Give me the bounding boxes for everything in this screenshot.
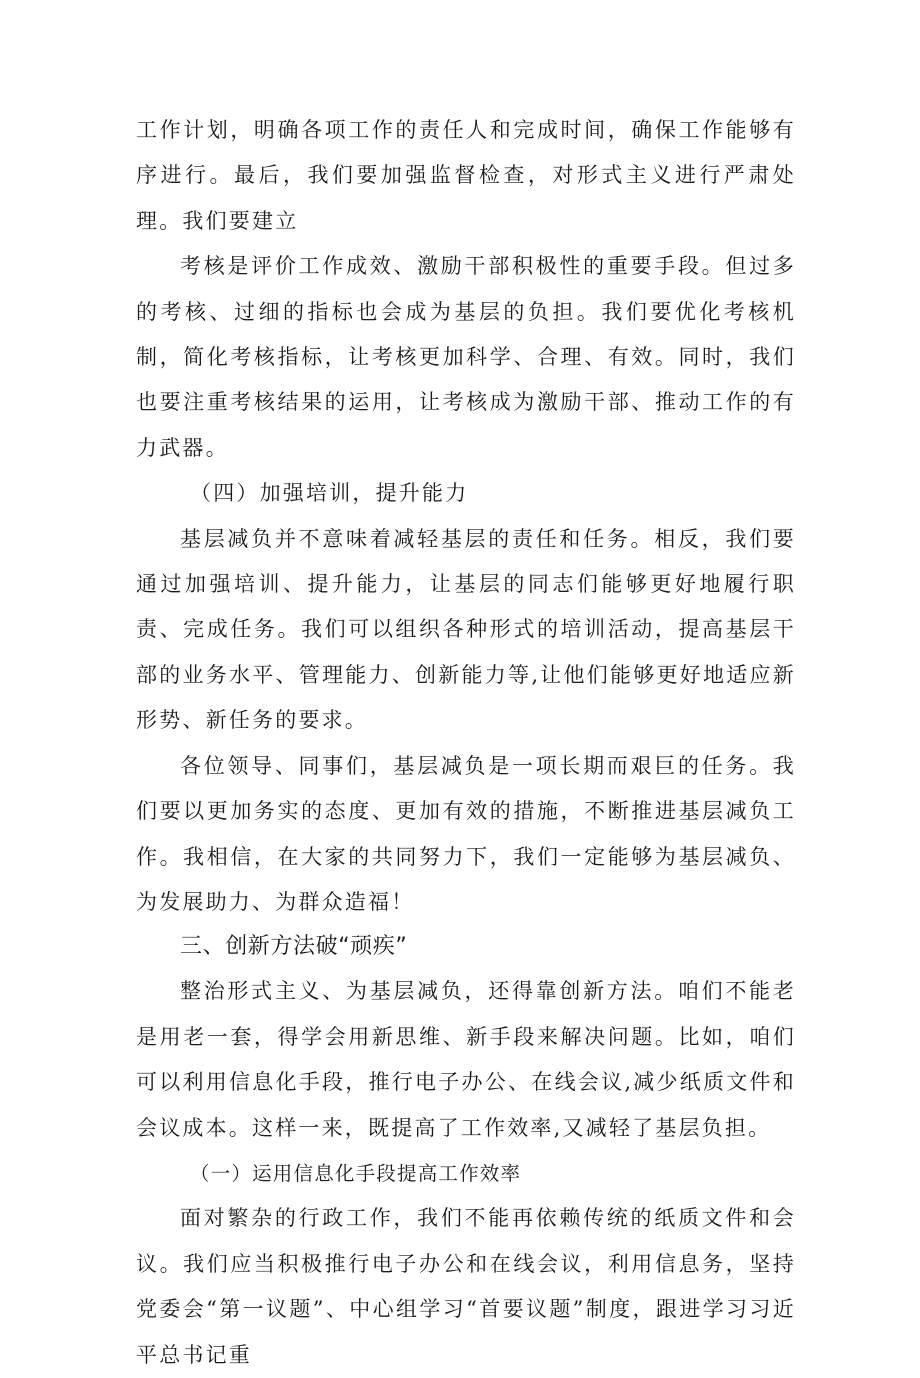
subheading-training: （四）加强培训，提升能力 [190,481,469,506]
paragraph-assessment: 考核是评价工作成效、激励干部积极性的重要手段。但过多的考核、过细的指标也会成为基层的负担。我们要优化考核机制，简化考核指标，让考核更加科学、合理、有效。同时，我们也要注重考核结果的运用，让考核成为激励干部、推动工作的有力武器。 [136,254,796,460]
document-page [136,108,796,1378]
paragraph-training: 基层减负并不意味着减轻基层的责任和任务。相反，我们要通过加强培训、提升能力，让基层的同志们能够更好地履行职责、完成任务。我们可以组织各种形式的培训活动，提高基层干部的业务水平、管理能力、创新能力等,让他们能够更好地适应新形势、新任务的要求。 [136,526,796,733]
paragraph-innovation: 整治形式主义、为基层减负，还得靠创新方法。咱们不能老是用老一套，得学会用新思维、新手段来解决问题。比如，咱们可以利用信息化手段，推行电子办公、在线会议,减少纸质文件和会议成本。这样一来，既提高了工作效率,又减轻了基层负担。 [136,979,796,1140]
section-heading-innovation: 三、创新方法破“顽疾” [180,934,408,960]
paragraph-information-technology: 面对繁杂的行政工作，我们不能再依赖传统的纸质文件和会议。我们应当积极推行电子办公和在线会议，利用信息务，坚持党委会“第一议题”、中心组学习“首要议题”制度，跟进学习习近平总书记重 [136,1206,796,1367]
subheading-information-technology: （一）运用信息化手段提高工作效率 [190,1161,522,1185]
paragraph-closing-remarks: 各位领导、同事们，基层减负是一项长期而艰巨的任务。我们要以更加务实的态度、更加有效的措施，不断推进基层减负工作。我相信，在大家的共同努力下，我们一定能够为基层减负、为发展助力、为群众造福！ [136,753,796,914]
paragraph-plan-continuation: 工作计划，明确各项工作的责任人和完成时间，确保工作能够有序进行。最后，我们要加强监督检查，对形式主义进行严肃处理。我们要建立 [136,118,796,233]
